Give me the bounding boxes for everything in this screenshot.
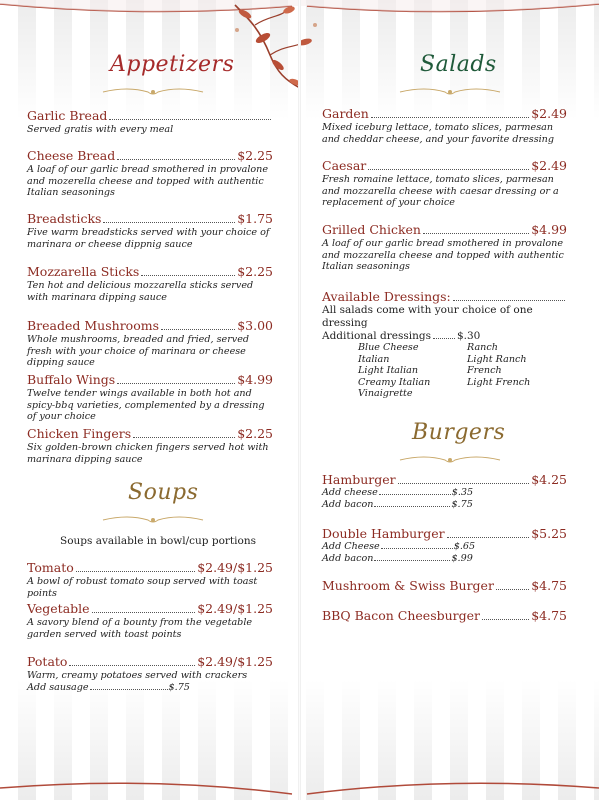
item-description: Served gratis with every meal — [27, 124, 174, 135]
item-name: Hamburger — [322, 472, 396, 487]
item-name: Garden — [322, 106, 369, 121]
addon-row — [322, 487, 567, 499]
menu-item — [27, 264, 273, 303]
dressings-list-1 — [358, 342, 430, 400]
dressing-option: Vinaigrette — [358, 388, 413, 399]
divider-swirl-icon — [98, 84, 208, 98]
burgers-heading: Burgers — [412, 420, 506, 445]
item-description: Mixed iceburg lettace, tomato slices, parmesan and cheddar cheese, and your favorite dressing — [322, 122, 555, 145]
menu-item — [27, 148, 273, 199]
item-name: Breaded Mushrooms — [27, 318, 159, 333]
dressing-option: Light Ranch — [467, 353, 527, 365]
additional-price: $.30 — [456, 330, 481, 342]
item-name: Vegetable — [27, 601, 90, 616]
dressing-option: Light Italian — [358, 365, 419, 376]
soups-heading: Soups — [128, 480, 199, 505]
item-price: $4.99 — [531, 222, 567, 237]
divider-swirl-icon — [395, 452, 505, 466]
item-price: $4.25 — [531, 472, 567, 487]
addon-row — [322, 553, 567, 565]
item-price: $2.25 — [237, 148, 273, 163]
item-description: A loaf of our garlic bread smothered in provalone and mozerella cheese and topped with authentic Italian seasonings — [27, 164, 269, 198]
menu-item — [322, 472, 567, 510]
addon-price: $.99 — [451, 552, 473, 564]
item-name: Mozzarella Sticks — [27, 264, 140, 279]
addon-label: Add bacon — [322, 498, 374, 510]
appetizers-heading: Appetizers — [110, 52, 235, 77]
addon-row — [27, 682, 273, 694]
menu-item — [322, 526, 567, 564]
additional-label: Additional dressings — [322, 330, 431, 342]
menu-item — [27, 108, 273, 136]
soups-note: Soups available in bowl/cup portions — [60, 535, 256, 547]
dressing-option: Light French — [467, 376, 531, 388]
vine-ornament-icon — [215, 0, 335, 95]
menu-item — [322, 608, 567, 623]
addon-price: $.65 — [453, 541, 476, 552]
item-name: Buffalo Wings — [27, 372, 116, 387]
dressing-option: French — [467, 365, 502, 376]
item-price: $3.00 — [237, 318, 273, 333]
menu-item — [27, 426, 273, 465]
addon-row — [322, 541, 567, 553]
item-description: Fresh romaine lettace, tomato slices, parmesan and mozzarella cheese with caesar dressing or a replacement of your choice — [322, 174, 559, 208]
item-price: $4.75 — [531, 578, 567, 593]
addon-price: $.75 — [451, 498, 473, 510]
bottom-border-curl — [0, 760, 599, 800]
item-description: A loaf of our garlic bread smothered in provalone and mozzarella cheese and topped with authentic Italian seasonings — [322, 238, 564, 272]
menu-item — [27, 372, 273, 423]
dressings-block — [322, 289, 567, 343]
item-description: A bowl of robust tomato soup served with toast points — [27, 576, 258, 599]
item-price: $2.25 — [237, 264, 273, 279]
item-description: A savory blend of a bounty from the vegetable garden served with toast points — [27, 617, 253, 640]
addon-label: Add sausage — [27, 681, 89, 693]
addon-price: $.75 — [168, 681, 190, 693]
salads-heading: Salads — [420, 52, 497, 77]
item-price: $2.49 — [531, 158, 567, 173]
addon-label: Add bacon — [322, 552, 374, 564]
dressing-option: Blue Cheese — [358, 342, 419, 353]
item-price: $2.49 — [531, 106, 567, 121]
dressing-option: Creamy Italian — [358, 376, 431, 388]
item-description: Six golden-brown chicken fingers served hot with marinara dipping sauce — [27, 442, 269, 465]
addon-label: Add cheese — [322, 487, 378, 498]
menu-item — [27, 601, 273, 640]
dressing-option: Ranch — [467, 342, 498, 353]
item-name: Breadsticks — [27, 211, 102, 226]
menu-item — [27, 211, 273, 250]
dressings-title: Available Dressings: — [322, 289, 451, 304]
item-name: Mushroom & Swiss Burger — [322, 578, 494, 593]
item-price: $5.25 — [531, 526, 567, 541]
item-price: $2.25 — [237, 426, 273, 441]
item-price: $2.49/$1.25 — [197, 654, 273, 669]
item-description: Ten hot and delicious mozzarella sticks served with marinara dipping sauce — [27, 280, 254, 303]
item-name: Double Hamburger — [322, 526, 445, 541]
item-price: $2.49/$1.25 — [197, 601, 273, 616]
item-description: Whole mushrooms, breaded and fried, served fresh with your choice of marinara or cheese dipping sauce — [27, 334, 250, 368]
item-price: $4.99 — [237, 372, 273, 387]
item-name: Cheese Bread — [27, 148, 116, 163]
addon-price: $.35 — [451, 487, 474, 498]
menu-item — [322, 578, 567, 593]
menu-item — [322, 222, 567, 273]
item-name: Garlic Bread — [27, 108, 108, 123]
item-description: Five warm breadsticks served with your choice of marinara or cheese dippnig sauce — [27, 227, 270, 250]
item-description: Warm, creamy potatoes served with crackers — [27, 670, 248, 681]
menu-item — [322, 106, 567, 145]
item-name: Potato — [27, 654, 68, 669]
dressings-list-2 — [467, 342, 530, 388]
dressing-option: Italian — [358, 353, 390, 365]
divider-swirl-icon — [395, 84, 505, 98]
item-name: Caesar — [322, 158, 367, 173]
item-price: $4.75 — [531, 608, 567, 623]
dressings-note: All salads come with your choice of one dressing — [322, 304, 533, 329]
menu-item — [27, 560, 273, 599]
menu-item — [27, 318, 273, 369]
addon-label: Add Cheese — [322, 541, 380, 552]
menu-item — [322, 158, 567, 209]
item-name: BBQ Bacon Cheesburger — [322, 608, 481, 623]
item-name: Grilled Chicken — [322, 222, 421, 237]
menu-item — [27, 654, 273, 693]
item-price: $2.49/$1.25 — [197, 560, 273, 575]
item-name: Chicken Fingers — [27, 426, 132, 441]
item-name: Tomato — [27, 560, 74, 575]
book-spine — [298, 0, 301, 800]
item-price: $1.75 — [237, 211, 273, 226]
item-description: Twelve tender wings available in both hot and spicy-bbq varieties, complemented by a dressing of your choice — [27, 388, 265, 422]
addon-row — [322, 499, 567, 511]
divider-swirl-icon — [98, 512, 208, 526]
